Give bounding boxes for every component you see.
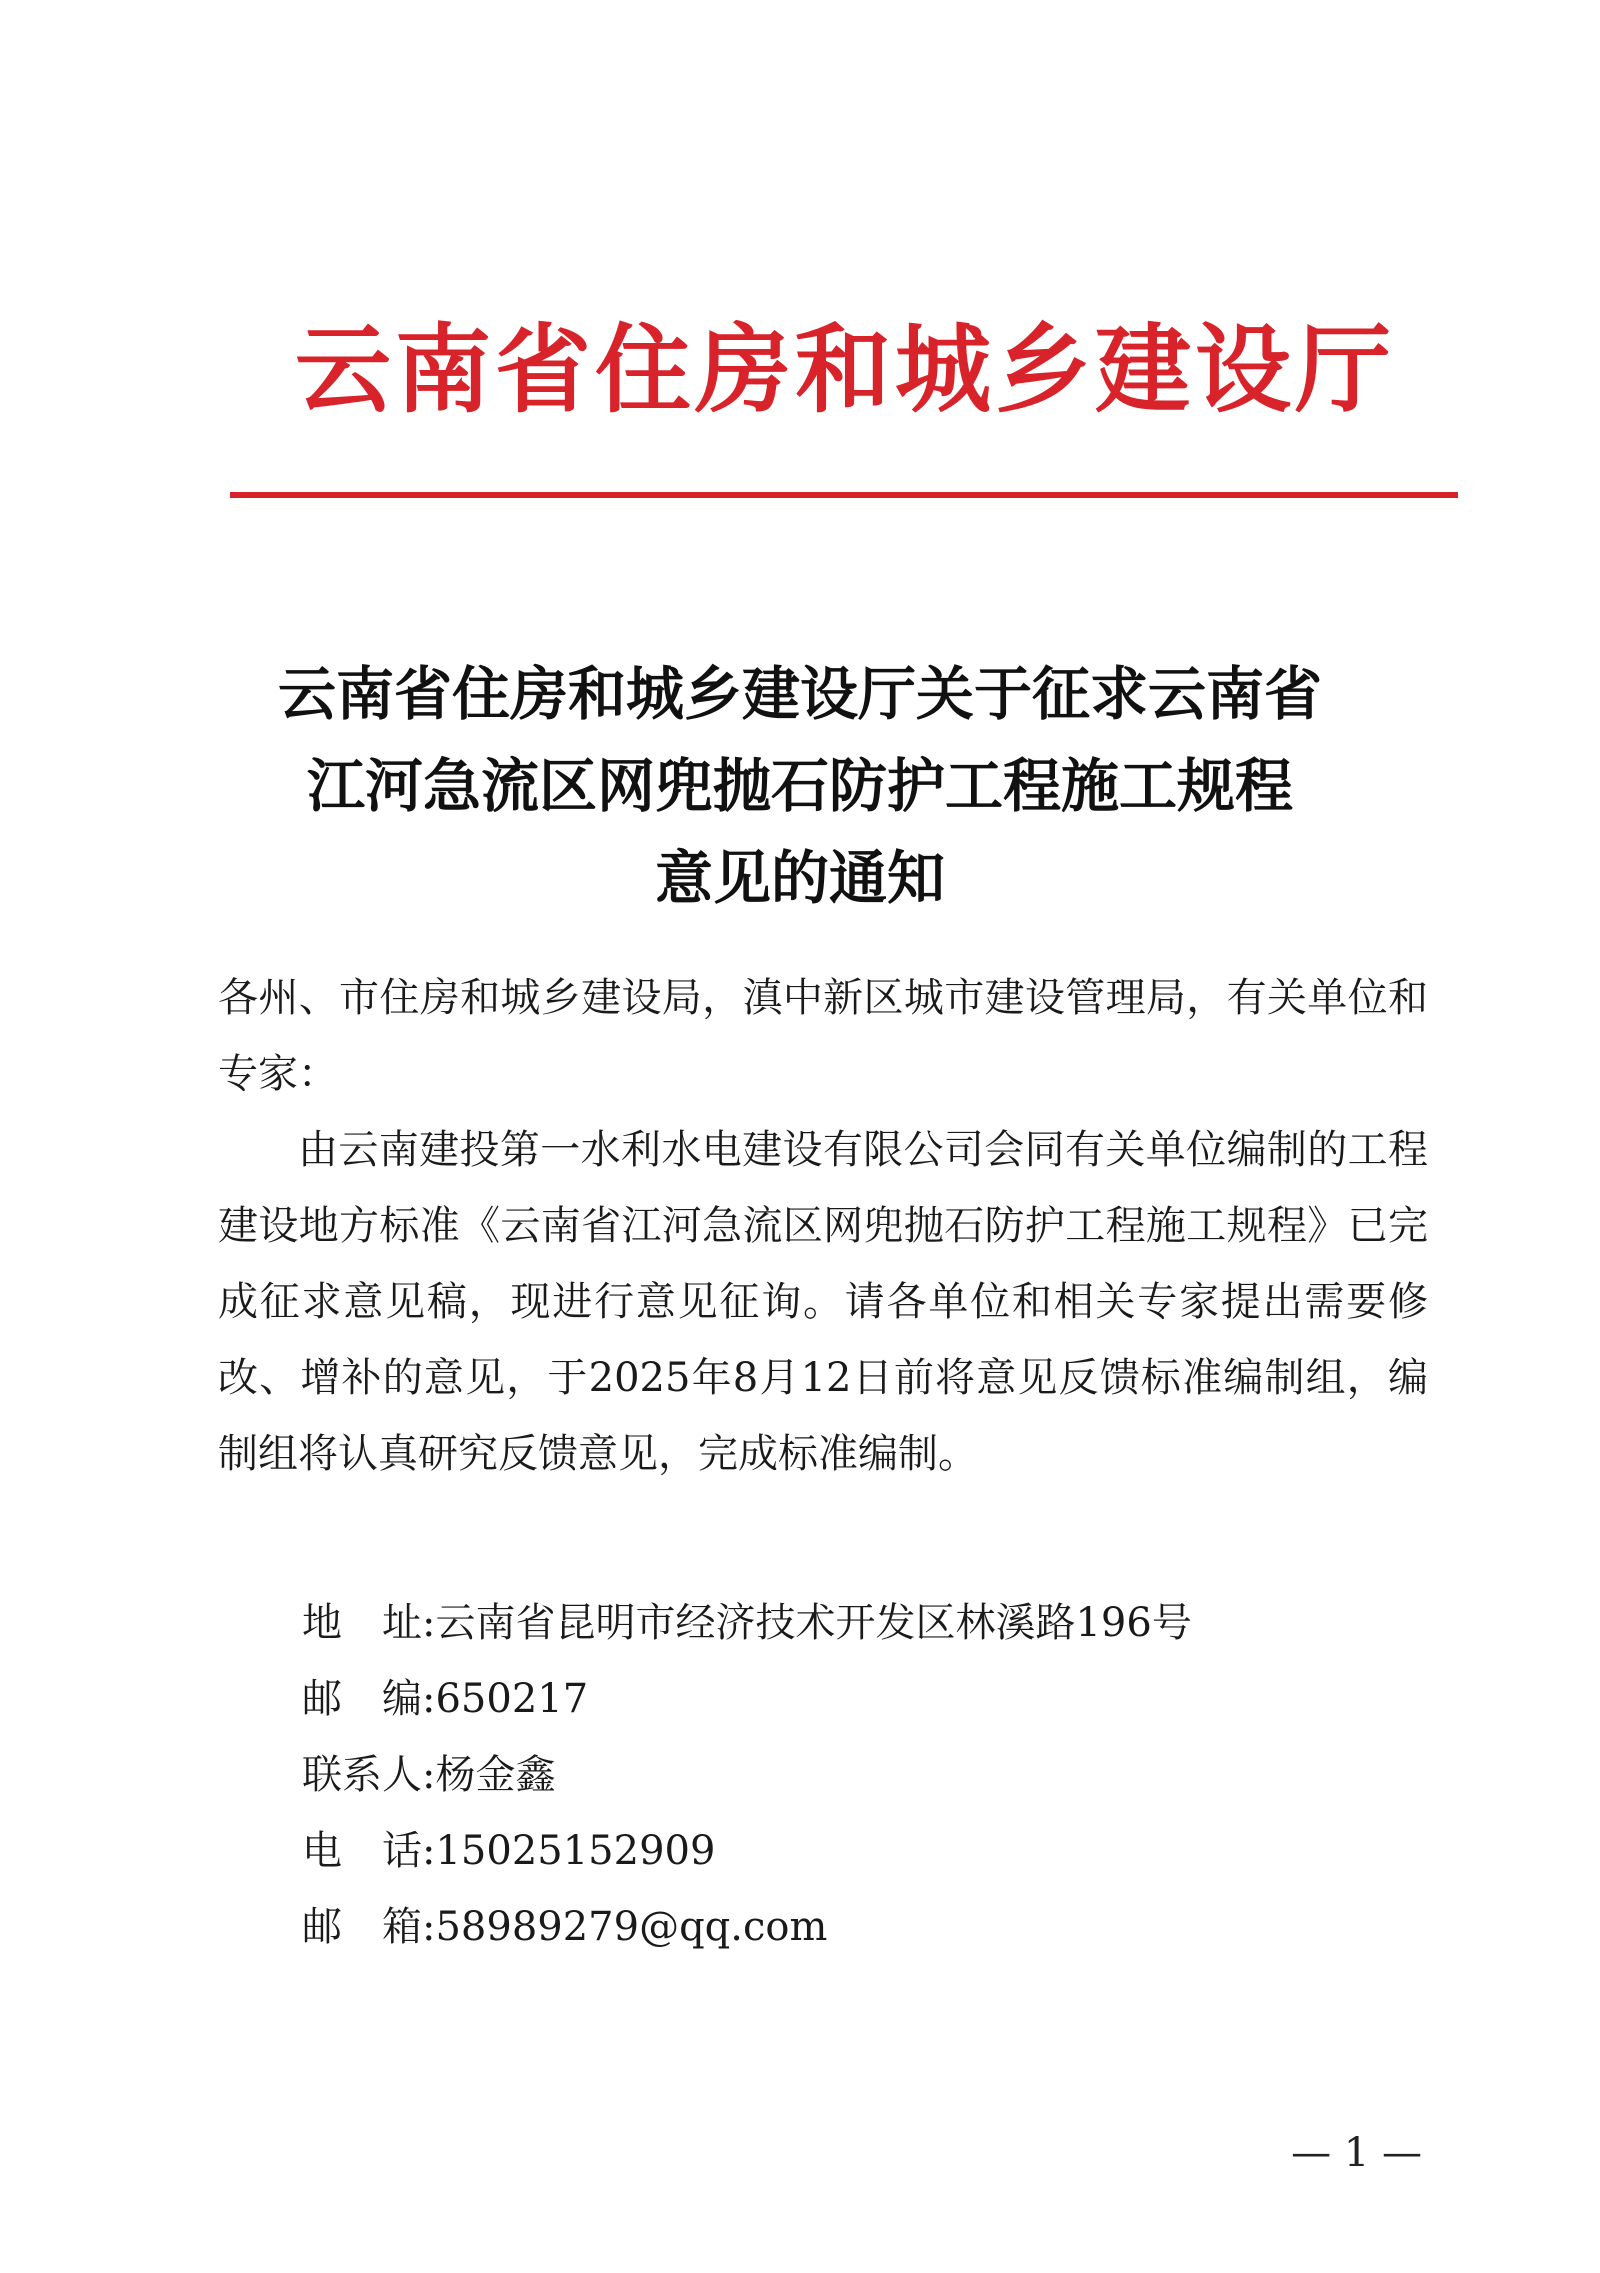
- email-label: 邮 箱:: [302, 1904, 436, 1950]
- contact-phone: [302, 1813, 1192, 1889]
- phone-label: 电 话:: [302, 1828, 436, 1874]
- letterhead-org-name: 云南省住房和城乡建设厅: [295, 313, 1395, 426]
- contact-postcode: [302, 1661, 1192, 1737]
- salutation: 各州、市住房和城乡建设局，滇中新区城市建设管理局，有关单位和专家：: [218, 975, 1428, 1097]
- contact-address: [302, 1585, 1192, 1661]
- postcode-label: 邮 编:: [302, 1676, 436, 1722]
- document-body: [218, 960, 1428, 1492]
- contact-email: [302, 1889, 1192, 1965]
- title-line-3: 意见的通知: [654, 844, 945, 912]
- letterhead-red-rule: [230, 492, 1458, 498]
- title-line-2: 江河急流区网兜抛石防护工程施工规程: [306, 752, 1293, 820]
- page-number: — 1 —: [1291, 2130, 1422, 2176]
- title-line-1: 云南省住房和城乡建设厅关于征求云南省: [277, 660, 1322, 728]
- email-value: 58989279@qq.com: [435, 1904, 828, 1950]
- contact-person: [302, 1737, 1192, 1813]
- document-title: [180, 648, 1420, 924]
- person-label: 联系人:: [302, 1752, 436, 1798]
- address-label: 地 址:: [302, 1600, 436, 1646]
- contact-block: [302, 1585, 1192, 1965]
- main-paragraph: 由云南建投第一水利水电建设有限公司会同有关单位编制的工程建设地方标准《云南省江河急流区网兜抛石防护工程施工规程》已完成征求意见稿，现进行意见征询。请各单位和相关专家提出需要修改、增补的意见，于2025年8月12日前将意见反馈标准编制组，编制组将认真研究反馈意见，完成标准编制。: [218, 1127, 1428, 1477]
- postcode-value: 650217: [435, 1676, 589, 1722]
- phone-value: 15025152909: [435, 1828, 716, 1874]
- person-value: 杨金鑫: [435, 1752, 556, 1798]
- address-value: 云南省昆明市经济技术开发区林溪路196号: [435, 1600, 1192, 1646]
